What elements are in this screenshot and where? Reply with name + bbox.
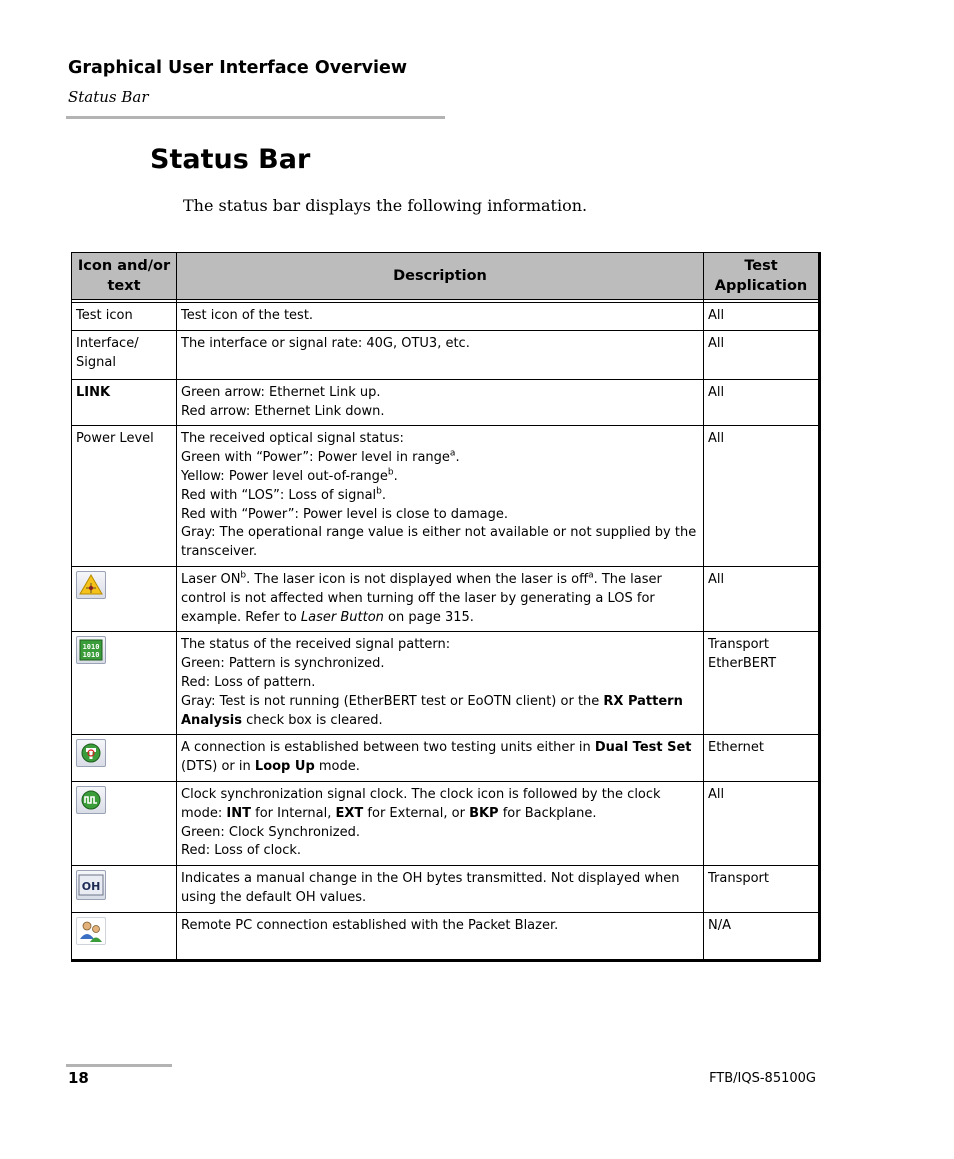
cell-icon-text [72,379,177,426]
cell-description: The interface or signal rate: 40G, OTU3, etc. [177,330,704,379]
cell-application: All [704,781,820,865]
table-row [72,866,820,913]
description-line: Green arrow: Ethernet Link up. [181,384,381,400]
table-row [72,379,820,426]
description-line: Red: Loss of clock. [181,843,302,859]
description-line: Red: Loss of pattern. [181,674,316,690]
cell-application: All [704,379,820,426]
cell-application: All [704,566,820,631]
table-row [72,303,820,331]
cell-description [177,781,704,865]
application-line: EtherBERT [708,656,777,672]
table-row [72,330,820,379]
header-divider [66,116,445,119]
status-bar-table [71,252,821,962]
cell-icon-text [72,330,177,379]
pattern-icon [76,636,106,664]
table-row [72,566,820,631]
cell-icon [72,632,177,735]
description-line: Gray: Test is not running (EtherBERT test or EoOTN client) or the RX Pattern Analysis check box is cleared. [181,693,683,728]
column-header-description: Description [177,253,704,300]
cell-icon-text: Power Level [72,426,177,567]
cell-icon [72,735,177,782]
table-row [72,426,820,567]
section-header-subtitle: Status Bar [68,88,149,106]
footer-divider [66,1064,172,1067]
laser-icon [76,571,106,599]
svg-text:1010: 1010 [82,643,100,652]
intro-paragraph: The status bar displays the following information. [183,196,588,215]
svg-text:OH: OH [81,880,101,894]
laser-button-reference[interactable]: Laser Button [300,609,384,625]
description-line: Yellow: Power level out-of-range$^b$. [181,467,398,484]
cell-application: N/A [704,912,820,960]
svg-text:1010: 1010 [82,651,100,660]
cell-description [177,379,704,426]
clock-icon [76,786,106,814]
description-line: Green with “Power”: Power level in range$^a$. [181,448,460,466]
description-line: Green: Clock Synchronized. [181,824,360,840]
description-line: Red arrow: Ethernet Link down. [181,403,385,419]
cell-application: Transport [704,866,820,913]
description-line: Red with “Power”: Power level is close to damage. [181,506,509,522]
document-id: FTB/IQS-85100G [709,1071,816,1086]
description-line: The status of the received signal pattern: [181,637,451,653]
cell-application [704,632,820,735]
description-line: Clock synchronization signal clock. The clock icon is followed by the clock mode: INT for Internal, EXT for External, or BKP for Backplane. [181,786,661,821]
dual-test-set-icon [76,739,106,767]
cell-application: All [704,303,820,331]
table-row [72,781,820,865]
cell-icon-text: Test icon [72,303,177,331]
oh-icon [76,870,106,900]
table-header-row [72,253,820,300]
cell-description: Laser $ON^b$. The laser icon is not displayed when the laser is off$^a$. The laser control is not affected when turning off the laser by generating a LOS for example. Refer to Laser Button on page 315. [177,566,704,631]
page-title: Status Bar [150,144,311,175]
column-header-icon: Icon and/or text [72,253,177,300]
table-row [72,735,820,782]
cell-description [177,632,704,735]
link-label: LINK [76,384,111,400]
remote-pc-icon [76,917,106,945]
cell-description [177,426,704,567]
cell-icon [72,866,177,913]
column-header-application: Test Application [704,253,820,300]
description-line: Red with “LOS”: Loss of signal$^b$. [181,486,387,503]
section-header-title: Graphical User Interface Overview [68,58,408,78]
cell-description: Remote PC connection established with the Packet Blazer. [177,912,704,960]
cell-description: Indicates a manual change in the OH bytes transmitted. Not displayed when using the default OH values. [177,866,704,913]
cell-icon [72,781,177,865]
application-line: Transport [708,637,770,653]
cell-description: A connection is established between two testing units either in Dual Test Set (DTS) or in Loop Up mode. [177,735,704,782]
description-line: Green: Pattern is synchronized. [181,656,385,672]
cell-icon [72,912,177,960]
cell-description: Test icon of the test. [177,303,704,331]
description-line: Gray: The operational range value is either not available or not supplied by the transceiver. [181,525,697,560]
table-row [72,912,820,960]
cell-application: Ethernet [704,735,820,782]
cell-application: All [704,330,820,379]
cell-icon [72,566,177,631]
icon-text: Interface/ Signal [76,335,139,370]
description-line: The received optical signal status: [181,431,404,447]
page-number: 18 [68,1069,89,1087]
cell-application: All [704,426,820,567]
table-row [72,632,820,735]
